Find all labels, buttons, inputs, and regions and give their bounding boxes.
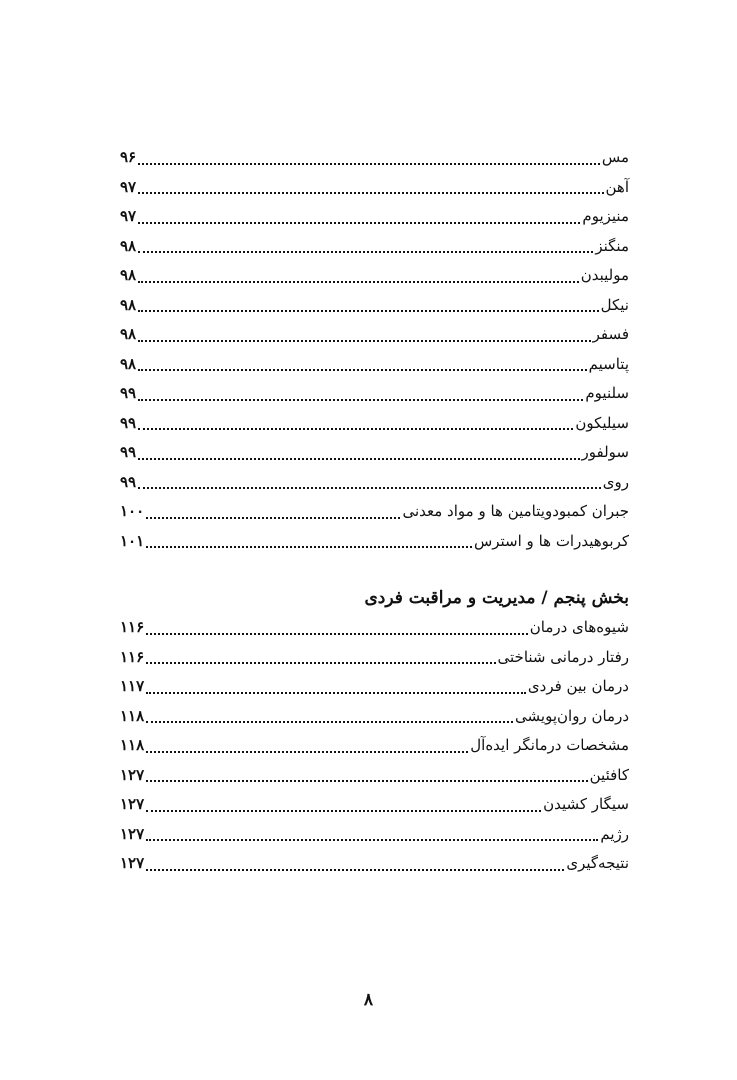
toc-entry-title: سلنیوم (585, 384, 629, 402)
toc-entry-title: شیوه‌های درمان (529, 618, 629, 636)
toc-entry-title: سولفور (581, 443, 629, 461)
dot-leader (146, 662, 495, 664)
dot-leader (146, 780, 587, 782)
dot-leader (138, 399, 583, 401)
toc-page-number: ۹۸ (120, 354, 137, 373)
toc-page-number: ۹۶ (120, 148, 137, 166)
toc-entry-title: کافئین (589, 765, 629, 784)
toc-entry-title: جبران کمبودویتامین ها و مواد معدنی (402, 502, 629, 520)
toc-entry (120, 320, 629, 350)
dot-leader (146, 751, 468, 753)
dot-leader (138, 222, 580, 224)
toc-page-number: ۱۰۱ (120, 531, 145, 550)
toc-entry (120, 379, 629, 409)
dot-leader (146, 721, 513, 723)
toc-entry (120, 761, 629, 791)
toc-entry-title: منیزیوم (582, 207, 629, 225)
toc-entry (120, 643, 629, 673)
toc-page-number: ۹۸ (120, 266, 137, 284)
dot-leader (138, 192, 603, 194)
toc-entry-title: سیلیکون (575, 413, 629, 432)
toc-page-number: ۹۹ (120, 384, 137, 402)
toc-entry (120, 173, 629, 203)
toc-entry (120, 261, 629, 291)
toc-entry-title: پتاسیم (588, 354, 629, 373)
toc-entry-title: روی (602, 472, 629, 491)
dot-leader (138, 428, 573, 430)
toc-list-part1 (120, 143, 629, 556)
toc-entry (120, 350, 629, 380)
toc-entry-title: رژیم (600, 824, 629, 843)
dot-leader (146, 810, 541, 812)
toc-page-number: ۹۹ (120, 472, 137, 491)
toc-entry-title: مشخصات درمانگر ایده‌آل (470, 736, 629, 754)
toc-entry (120, 202, 629, 232)
toc-page-number: ۹۷ (120, 177, 137, 196)
toc-page-number: ۱۲۷ (120, 795, 145, 813)
toc-entry (120, 291, 629, 321)
toc-entry-title: کربوهیدرات ها و استرس (473, 531, 629, 550)
page-number: ۸ (363, 990, 374, 1010)
toc-page-number: ۹۸ (120, 295, 137, 314)
dot-leader (138, 251, 593, 253)
toc-entry-title: فسفر (592, 325, 629, 343)
section-heading: بخش پنجم / مدیریت و مراقبت فردی (364, 588, 629, 608)
toc-entry-title: سیگار کشیدن (543, 795, 629, 813)
toc-page-number: ۹۷ (120, 207, 137, 225)
toc-page-number: ۹۹ (120, 443, 137, 461)
toc-entry (120, 232, 629, 262)
toc-page-number: ۱۲۷ (120, 765, 145, 784)
toc-entry-title: نتیجه‌گیری (566, 854, 629, 872)
dot-leader (138, 487, 601, 489)
toc-page-number: ۱۲۷ (120, 824, 145, 843)
dot-leader (138, 340, 590, 342)
dot-leader (138, 458, 579, 460)
toc-page-number: ۱۱۸ (120, 736, 145, 754)
toc-entry (120, 672, 629, 702)
toc-entry-title: مولیبدن (580, 266, 629, 284)
toc-page-number: ۱۲۷ (120, 854, 145, 872)
toc-page-number: ۱۱۶ (120, 647, 145, 666)
toc-entry (120, 790, 629, 820)
toc-entry-title: درمان بین فردی (527, 677, 629, 695)
toc-page-number: ۹۹ (120, 413, 137, 432)
toc-list-part2 (120, 613, 629, 879)
toc-entry (120, 849, 629, 879)
dot-leader (146, 546, 472, 548)
toc-entry (120, 702, 629, 732)
toc-entry (120, 409, 629, 439)
toc-entry (120, 820, 629, 850)
toc-page-number: ۱۰۰ (120, 502, 145, 520)
toc-entry (120, 468, 629, 498)
toc-entry-title: رفتار درمانی شناختی (497, 647, 629, 666)
dot-leader (138, 310, 599, 312)
toc-entry-title: درمان روان‌پویشی (515, 706, 629, 725)
dot-leader (146, 517, 400, 519)
toc-entry-title: مس (601, 148, 629, 166)
toc-entry (120, 613, 629, 643)
dot-leader (146, 839, 598, 841)
dot-leader (146, 633, 528, 635)
toc-entry-title: منگنز (595, 236, 629, 255)
toc-entry-title: نیکل (600, 295, 629, 314)
toc-entry (120, 143, 629, 173)
toc-entry (120, 527, 629, 557)
toc-page-number: ۱۱۸ (120, 706, 145, 725)
dot-leader (146, 692, 526, 694)
dot-leader (138, 281, 579, 283)
toc-entry (120, 497, 629, 527)
toc-entry (120, 438, 629, 468)
toc-page-number: ۹۸ (120, 325, 137, 343)
toc-page-number: ۱۱۶ (120, 618, 145, 636)
toc-entry (120, 731, 629, 761)
dot-leader (138, 163, 600, 165)
toc-page-number: ۹۸ (120, 236, 137, 255)
toc-entry-title: آهن (605, 177, 629, 196)
dot-leader (146, 869, 564, 871)
toc-page-number: ۱۱۷ (120, 677, 145, 695)
dot-leader (138, 369, 587, 371)
